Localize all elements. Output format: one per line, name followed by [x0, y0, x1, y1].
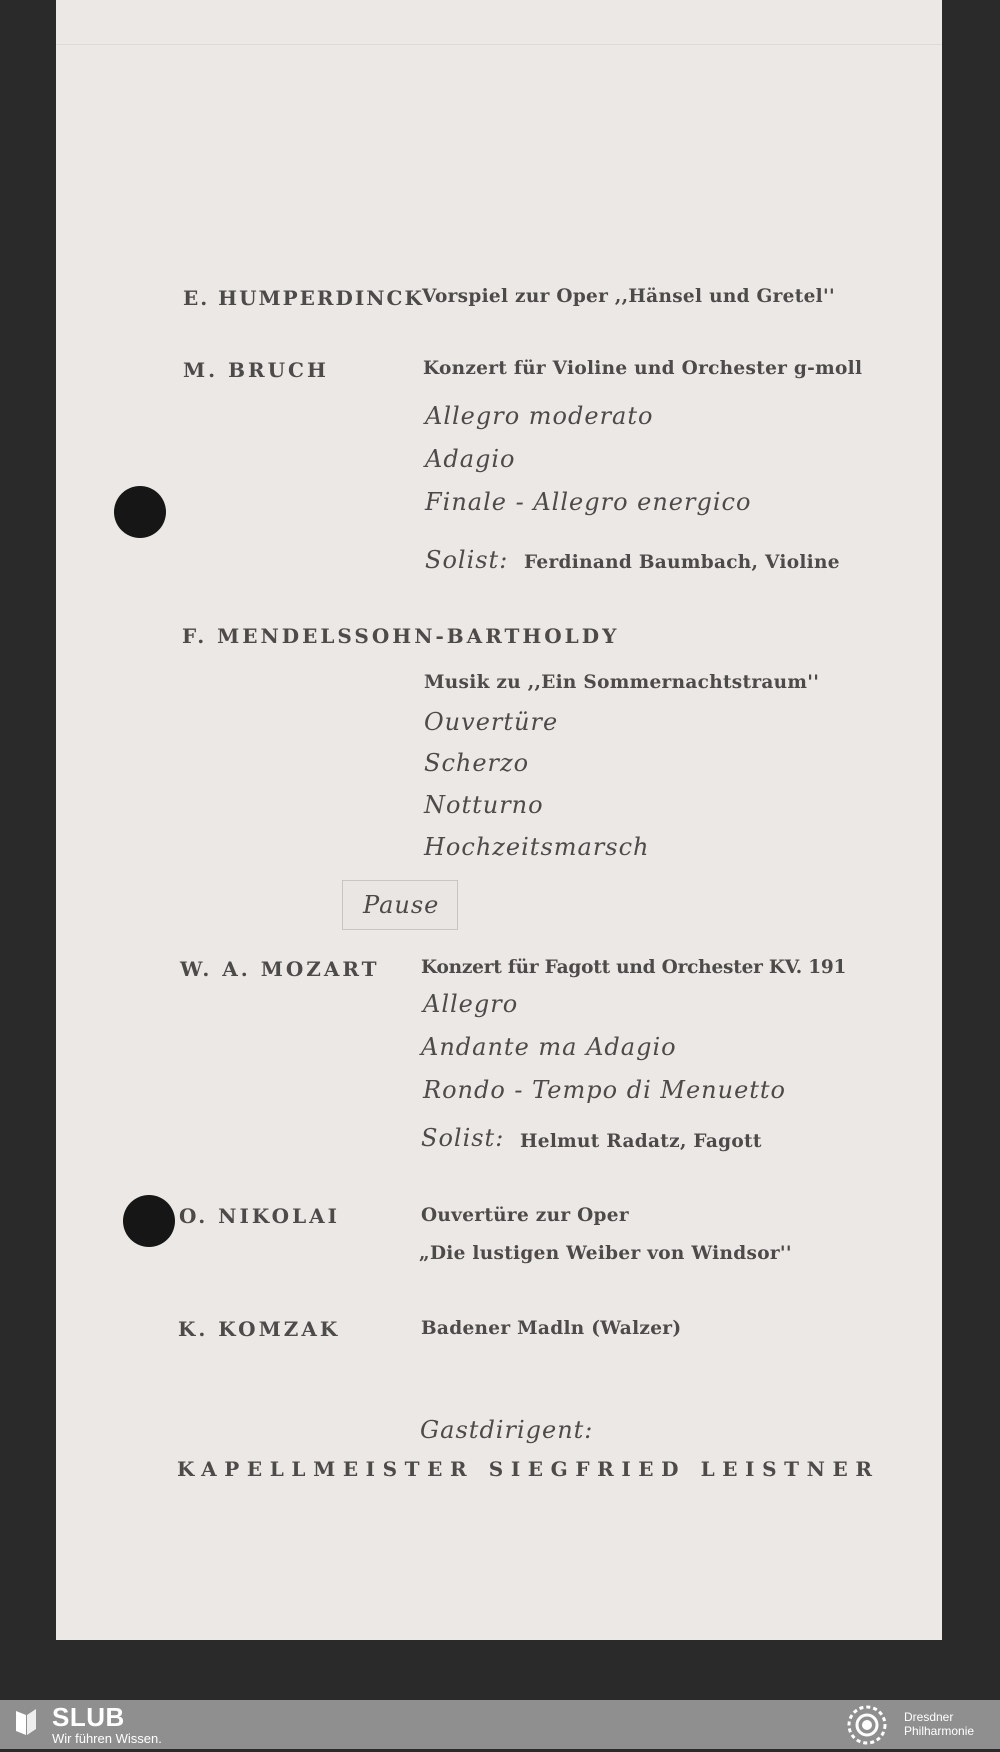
- program-sheet: [56, 0, 942, 1640]
- movement-mendelssohn-4: Hochzeitsmarsch: [424, 833, 650, 861]
- movement-bruch-2: Adagio: [425, 445, 516, 473]
- movement-mendelssohn-3: Notturno: [424, 791, 544, 819]
- book-icon: [14, 1707, 38, 1737]
- footer-bar: [0, 1700, 1000, 1749]
- library-logo-name[interactable]: SLUB: [52, 1702, 125, 1732]
- work-mendelssohn: Musik zu ,,Ein Sommernachtstraum'': [424, 672, 820, 693]
- philharmonie-name: [904, 1710, 974, 1738]
- work-nikolai-line2: „Die lustigen Weiber von Windsor'': [419, 1243, 792, 1264]
- work-mozart: Konzert für Fagott und Orchester KV. 191: [421, 957, 847, 978]
- movement-mendelssohn-1: Ouvertüre: [424, 708, 559, 736]
- library-tagline: Wir führen Wissen.: [52, 1731, 162, 1746]
- composer-mendelssohn: F. MENDELSSOHN-BARTHOLDY: [182, 624, 620, 648]
- conductor-label: Gastdirigent:: [420, 1416, 594, 1444]
- movement-bruch-3: Finale - Allegro energico: [425, 488, 752, 516]
- philharmonie-line1: Dresdner: [904, 1710, 954, 1724]
- composer-komzak: K. KOMZAK: [178, 1317, 341, 1341]
- movement-bruch-1: Allegro moderato: [425, 402, 654, 430]
- movement-mozart-3: Rondo - Tempo di Menuetto: [423, 1076, 787, 1104]
- movement-mozart-2: Andante ma Adagio: [421, 1033, 677, 1061]
- soloist-label-mozart: Solist:: [421, 1124, 505, 1152]
- philharmonie-logo-icon[interactable]: [840, 1702, 894, 1748]
- work-humperdinck: Vorspiel zur Oper ,,Hänsel und Gretel'': [422, 286, 835, 307]
- soloist-bruch: Ferdinand Baumbach, Violine: [524, 552, 840, 573]
- soloist-label-bruch: Solist:: [425, 546, 509, 574]
- punch-hole-bottom: [123, 1195, 175, 1247]
- work-komzak: Badener Madln (Walzer): [421, 1318, 682, 1339]
- composer-mozart: W. A. MOZART: [180, 957, 380, 981]
- composer-bruch: M. BRUCH: [183, 358, 329, 382]
- work-bruch: Konzert für Violine und Orchester g-moll: [423, 358, 863, 379]
- composer-nikolai: O. NIKOLAI: [179, 1204, 341, 1228]
- work-nikolai-line1: Ouvertüre zur Oper: [421, 1205, 629, 1226]
- paper-fold-line: [56, 44, 942, 45]
- pause-box: [342, 880, 458, 930]
- movement-mozart-1: Allegro: [423, 990, 519, 1018]
- conductor-name: KAPELLMEISTER SIEGFRIED LEISTNER: [177, 1457, 880, 1481]
- soloist-mozart: Helmut Radatz, Fagott: [520, 1131, 762, 1152]
- pause-label: Pause: [363, 891, 440, 919]
- composer-humperdinck: E. HUMPERDINCK: [183, 286, 424, 310]
- philharmonie-line2: Philharmonie: [904, 1724, 975, 1738]
- punch-hole-top: [114, 486, 166, 538]
- movement-mendelssohn-2: Scherzo: [424, 749, 530, 777]
